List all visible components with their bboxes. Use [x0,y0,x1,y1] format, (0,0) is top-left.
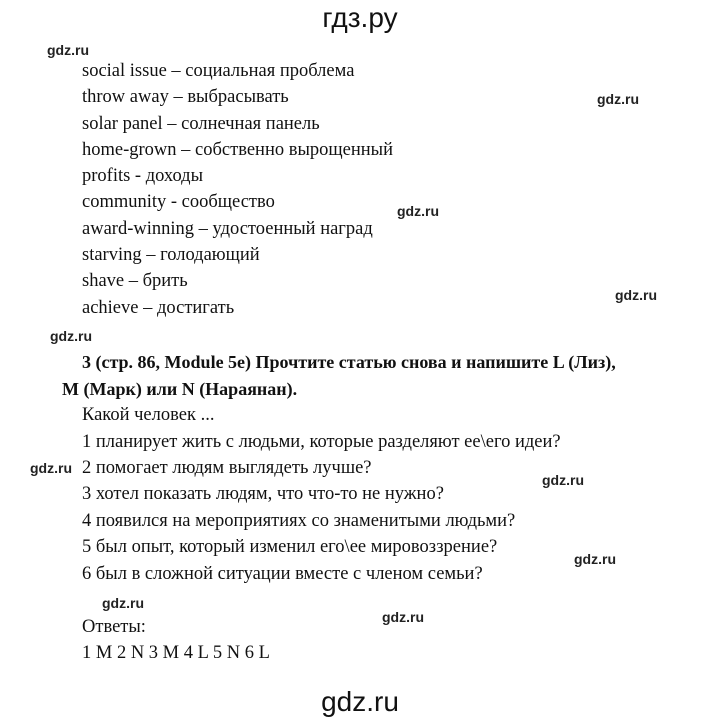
question-item: 3 хотел показать людям, что что-то не нужно? [82,484,444,504]
task-heading-line2: M (Марк) или N (Нараянан). [62,379,298,399]
watermark: gdz.ru [615,287,657,303]
vocab-line: starving – голодающий [82,245,260,265]
vocab-line: profits - доходы [82,166,204,186]
answers-text: 1 M 2 N 3 M 4 L 5 N 6 L [82,643,270,663]
site-footer: gdz.ru [321,686,399,717]
vocab-line: shave – брить [82,271,188,291]
answers-label: Ответы: [82,617,146,637]
vocab-line: solar panel – солнечная панель [82,114,320,134]
task-intro: Какой человек ... [82,405,215,425]
watermark: gdz.ru [542,472,584,488]
site-header: гдз.ру [322,2,398,33]
vocab-line: home-grown – собственно вырощенный [82,140,393,160]
vocab-line: award-winning – удостоенный наград [82,219,373,239]
watermark: gdz.ru [50,328,92,344]
question-item: 5 был опыт, который изменил его\ее мировоззрение? [82,537,498,557]
question-item: 2 помогает людям выглядеть лучше? [82,458,372,478]
watermark: gdz.ru [397,203,439,219]
vocab-line: community - сообщество [82,192,275,212]
watermark: gdz.ru [47,42,89,58]
task-heading-line1: 3 (стр. 86, Module 5e) Прочтите статью снова и напишите L (Лиз), [82,352,616,372]
watermark: gdz.ru [102,595,144,611]
watermark: gdz.ru [382,609,424,625]
vocab-line: social issue – социальная проблема [82,61,355,81]
watermark: gdz.ru [574,551,616,567]
watermark: gdz.ru [30,460,72,476]
question-item: 6 был в сложной ситуации вместе с членом семьи? [82,564,483,584]
vocab-line: throw away – выбрасывать [82,87,289,107]
watermark: gdz.ru [597,91,639,107]
question-item: 1 планирует жить с людьми, которые разделяют ее\его идеи? [82,432,561,452]
question-item: 4 появился на мероприятиях со знаменитыми людьми? [82,511,516,531]
vocab-line: achieve – достигать [82,298,235,318]
